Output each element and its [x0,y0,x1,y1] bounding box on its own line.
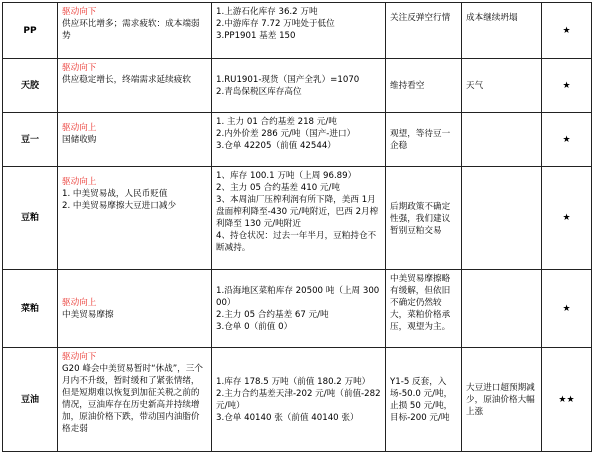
driver-direction: 驱动向下 [62,352,97,362]
driver-text: 供应环比增多；需求疲软：成本端弱势 [62,19,200,41]
rating-stars: ★ [542,59,592,113]
commodity-name: 豆一 [3,113,58,167]
data-cell [212,3,386,59]
data-line: 1、库存 100.1 万吨（上周 96.89） [216,171,357,181]
data-line: 2.内外价差 286 元/吨（国产-进口） [216,129,356,139]
risk-cell [462,167,542,270]
table-row [3,3,592,59]
data-cell [212,113,386,167]
table-row [3,59,592,113]
risk-cell [462,113,542,167]
table-row [3,113,592,167]
data-line: 3.仓单 42205（前值 42544） [216,141,336,151]
commodity-strategy-table [2,2,592,452]
driver-direction: 驱动向上 [62,298,97,308]
table-row [3,167,592,270]
data-line: 1.沿海地区菜粕库存 20500 吨（上周 30000） [216,286,380,308]
driver-text: 国储收购 [62,135,97,145]
data-line: 3.仓单 0（前值 0） [216,322,293,332]
data-line: 4、持仓状况：过去一年半月，豆粕持仓不断减持。 [216,231,377,253]
commodity-name: 豆油 [3,348,58,452]
strategy-cell: Y1-5 反套，入场-50.0 元/吨，止损 50 元/吨，目标-200 元/吨 [386,348,462,452]
driver-cell [58,348,212,452]
risk-cell [462,270,542,348]
strategy-cell: 维持看空 [386,59,462,113]
data-cell [212,167,386,270]
strategy-cell: 关注反弹空行情 [386,3,462,59]
data-line: 3、本周油厂压榨利润有所下降，美西 1月盘面榨利降至-430 元/吨附近，巴西 2月榨利降至 130 元/吨附近 [216,195,379,229]
rating-stars: ★ [542,270,592,348]
rating-stars: ★ [542,113,592,167]
strategy-cell: 后期政策不确定性强，我们建议暂别豆粕交易 [386,167,462,270]
driver-text: 2. 中美贸易摩擦大豆进口减少 [62,201,177,211]
commodity-name: 豆粕 [3,167,58,270]
driver-text: 1. 中美贸易战，人民币贬值 [62,189,168,199]
driver-direction: 驱动向上 [62,123,97,133]
driver-direction: 驱动向下 [62,7,97,17]
strategy-cell: 观望，等待豆一企稳 [386,113,462,167]
driver-cell [58,113,212,167]
rating-stars: ★★ [542,348,592,452]
driver-cell [58,3,212,59]
driver-text: G20 峰会中美贸易暂时“休战”，三个月内不升级，暂时缓和了紧张情绪，但是短期难以恢复到加征关税之前的情况，豆油库存在历史新高并持续增加，原油价格下跌，带动国内油脂价格走弱 [62,364,203,434]
rating-stars: ★ [542,167,592,270]
data-cell [212,270,386,348]
table-row [3,348,592,452]
commodity-name: 天胶 [3,59,58,113]
data-line: 1. 主力 01 合约基差 218 元/吨 [216,117,337,127]
risk-cell: 大豆进口超预期减少，原油价格大幅上涨 [462,348,542,452]
driver-cell [58,59,212,113]
rating-stars: ★ [542,3,592,59]
driver-text: 中美贸易摩擦 [62,310,114,320]
driver-direction: 驱动向上 [62,177,97,187]
commodity-name: 菜粕 [3,270,58,348]
driver-text: 供应稳定增长，终端需求延续疲软 [62,75,191,85]
data-line: 2、主力 05 合约基差 410 元/吨 [216,183,340,193]
driver-cell [58,167,212,270]
driver-direction: 驱动向下 [62,63,97,73]
strategy-cell: 中美贸易摩擦略有缓解，但依旧不确定仍然较大，菜粕价格承压，观望为主。 [386,270,462,348]
driver-cell [58,270,212,348]
risk-cell: 成本继续坍塌 [462,3,542,59]
data-cell [212,59,386,113]
data-line: 1.上游石化库存 36.2 万吨 [216,7,318,17]
data-cell [212,348,386,452]
data-line: 3.仓单 40140 张（前值 40140 张） [216,413,359,423]
data-line: 2.主力合约基差天津-202 元/吨（前值-282 元/吨） [216,389,381,411]
data-line: 1.RU1901-现货（国产全乳）=1070 [216,75,360,85]
data-line: 2.主力 05 合约基差 67 元/吨 [216,310,329,320]
data-line: 2.青岛保税区库存高位 [216,87,302,97]
data-line: 2.中游库存 7.72 万吨处于低位 [216,19,335,29]
data-line: 3.PP1901 基差 150 [216,31,296,41]
risk-cell: 天气 [462,59,542,113]
table-row [3,270,592,348]
commodity-name: PP [3,3,58,59]
data-line: 1.库存 178.5 万吨（前值 180.2 万吨） [216,377,371,387]
